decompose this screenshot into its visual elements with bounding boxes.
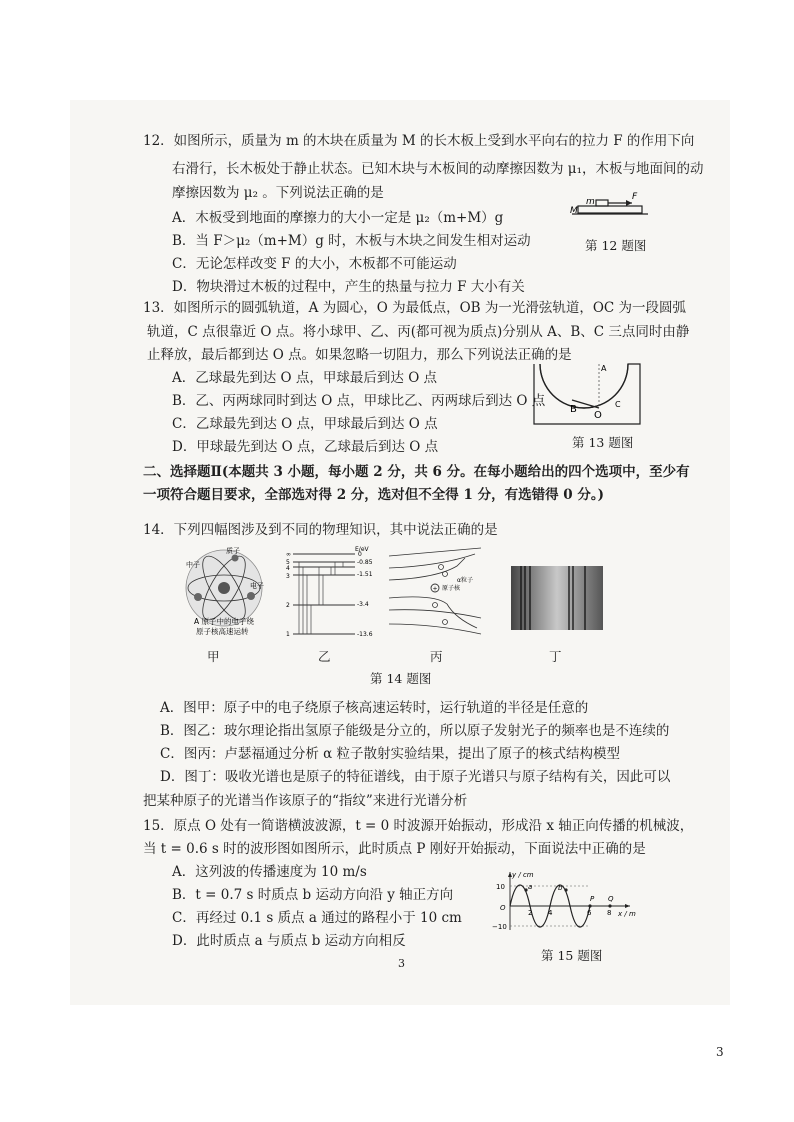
q14-label-ding: 丁 bbox=[549, 649, 562, 664]
q13-stem-line2: 轨道，C 点很靠近 O 点。将小球甲、乙、丙(都可视为质点)分别从 A、B、C 三点同时由静 bbox=[147, 324, 690, 340]
q15-option-d: D．此时质点 a 与质点 b 运动方向相反 bbox=[172, 933, 406, 949]
q15-wave-figure bbox=[490, 868, 640, 934]
q14-figure-jia-atom bbox=[178, 545, 270, 640]
q14-energy-085: -0.85 bbox=[357, 559, 373, 566]
q12-plank bbox=[578, 206, 642, 213]
q15-option-a: A．这列波的传播速度为 10 m/s bbox=[172, 864, 367, 880]
q13-label-A: A bbox=[601, 364, 607, 373]
q15-point-b bbox=[564, 888, 567, 891]
svg-text:+: + bbox=[432, 585, 438, 593]
q14-level-3: 3 bbox=[286, 573, 290, 580]
section2-title-line1: 二、选择题Ⅱ(本题共 3 小题，每小题 2 分，共 6 分。在每小题给出的四个选项中，至少有 bbox=[143, 464, 690, 480]
q15-x-tick-8: 8 bbox=[607, 909, 612, 917]
q14-energy-136: -13.6 bbox=[357, 631, 373, 638]
q13-caption: 第 13 题图 bbox=[572, 435, 634, 450]
q14-atom-caption-2: 原子核高速运转 bbox=[196, 627, 249, 636]
q14-label-electron: 电子 bbox=[250, 582, 264, 590]
q15-label-P: P bbox=[590, 895, 595, 903]
q12-option-d: D．物块滑过木板的过程中，产生的热量与拉力 F 大小有关 bbox=[172, 279, 525, 295]
q12-caption: 第 12 题图 bbox=[585, 238, 647, 253]
q14-caption: 第 14 题图 bbox=[370, 671, 432, 686]
q14-figure-bing-scattering bbox=[385, 548, 485, 638]
q15-label-Q: Q bbox=[608, 895, 614, 903]
q12-label-M: M bbox=[570, 206, 578, 216]
q14-atom-caption-1: A 原子中的电子绕 bbox=[194, 617, 255, 626]
q13-figure bbox=[532, 360, 642, 428]
q15-x-tick-6: 6 bbox=[587, 909, 592, 917]
q12-figure bbox=[570, 192, 650, 222]
q14-electron-1 bbox=[194, 593, 202, 601]
q14-option-d: D．图丁：吸收光谱也是原子的特征谱线，由于原子光谱只与原子结构有关，因此可以 bbox=[160, 769, 671, 785]
q14-electron-3 bbox=[232, 555, 239, 562]
q14-energy-0: 0 bbox=[358, 551, 362, 558]
q14-label-nucleus: 原子核 bbox=[442, 585, 461, 592]
q14-label-bing: 丙 bbox=[430, 649, 443, 664]
q13-label-O: O bbox=[594, 410, 602, 421]
q15-origin-label: O bbox=[500, 904, 506, 912]
q14-option-c: C．图丙：卢瑟福通过分析 α 粒子散射实验结果，提出了原子的核式结构模型 bbox=[160, 746, 621, 762]
q14-option-a: A．图甲：原子中的电子绕原子核高速运转时，运行轨道的半径是任意的 bbox=[160, 700, 589, 716]
q15-label-a: a bbox=[528, 883, 533, 891]
q13-stem-line1: 13．如图所示的圆弧轨道，A 为圆心，O 为最低点，OB 为一光滑弦轨道，OC 为一段圆弧 bbox=[143, 300, 687, 316]
inner-page-number: 3 bbox=[398, 957, 405, 970]
q13-track bbox=[534, 364, 640, 424]
q15-y-bottom-label: −10 bbox=[492, 923, 507, 931]
q14-option-b: B．图乙：玻尔理论指出氢原子能级是分立的，所以原子发射光子的频率也是不连续的 bbox=[160, 723, 670, 739]
q15-y-axis-label: y / cm bbox=[512, 871, 534, 879]
q15-stem-line2: 当 t = 0.6 s 时的波形图如图所示，此时质点 P 刚好开始振动，下面说法中正确的是 bbox=[143, 841, 646, 857]
q14-option-d-continued: 把某种原子的光谱当作该原子的“指纹”来进行光谱分析 bbox=[143, 793, 468, 809]
q14-electron-2 bbox=[247, 592, 255, 600]
q14-label-yi: 乙 bbox=[318, 649, 331, 664]
q14-label-neutron: 中子 bbox=[186, 561, 200, 569]
q12-stem-line3: 摩擦因数为 μ₂ 。下列说法正确的是 bbox=[172, 185, 384, 201]
q13-option-b: B．乙、丙两球同时到达 O 点，甲球比乙、丙两球后到达 O 点 bbox=[172, 393, 546, 409]
q15-point-P bbox=[588, 904, 591, 907]
q14-label-E: E/eV bbox=[355, 546, 369, 553]
q14-label-proton: 质子 bbox=[226, 547, 240, 555]
q15-y-top-label: 10 bbox=[496, 883, 505, 891]
q15-option-c: C．再经过 0.1 s 质点 a 通过的路程小于 10 cm bbox=[172, 910, 462, 926]
q15-x-axis-label: x / m bbox=[618, 910, 636, 918]
q14-level-inf: ∞ bbox=[286, 551, 291, 558]
q14-label-jia: 甲 bbox=[207, 649, 220, 664]
q14-level-4: 4 bbox=[286, 565, 290, 572]
q14-figure-yi-levels bbox=[285, 545, 375, 640]
q14-level-1: 1 bbox=[286, 631, 290, 638]
q12-label-m: m bbox=[586, 197, 595, 207]
q15-stem-line1: 15．原点 O 处有一简谐横波波源，t = 0 时波源开始振动，形成沿 x 轴正向传播的机械波， bbox=[143, 818, 694, 834]
q13-label-B: B bbox=[570, 404, 577, 415]
q12-option-a: A．木板受到地面的摩擦力的大小一定是 μ₂（m+M）g bbox=[172, 210, 504, 226]
q15-option-b: B．t = 0.7 s 时质点 b 运动方向沿 y 轴正方向 bbox=[172, 887, 454, 903]
outer-page-number: 3 bbox=[716, 1045, 724, 1059]
q14-stem: 14．下列四幅图涉及到不同的物理知识，其中说法正确的是 bbox=[143, 522, 498, 538]
q13-stem-line3: 止释放，最后都到达 O 点。如果忽略一切阻力，那么下列说法正确的是 bbox=[147, 347, 572, 363]
q15-x-tick-2: 2 bbox=[528, 909, 533, 917]
q14-energy-34: -3.4 bbox=[357, 601, 369, 608]
section2-title-line2: 一项符合题目要求，全部选对得 2 分，选对但不全得 1 分，有选错得 0 分。) bbox=[143, 487, 605, 503]
q13-option-a: A．乙球最先到达 O 点，甲球最后到达 O 点 bbox=[172, 370, 438, 386]
q14-nucleus bbox=[218, 582, 230, 594]
q12-label-F: F bbox=[632, 192, 638, 202]
q12-stem-line1: 12．如图所示，质量为 m 的木块在质量为 M 的长木板上受到水平向右的拉力 F 的作用下向 bbox=[143, 133, 695, 149]
q14-level-2: 2 bbox=[286, 602, 290, 609]
q12-block bbox=[596, 200, 608, 206]
q13-option-d: D．甲球最先到达 O 点，乙球最后到达 O 点 bbox=[172, 439, 439, 455]
q12-stem-line2: 右滑行，长木板处于静止状态。已知木块与木板间的动摩擦因数为 μ₁，木板与地面间的动 bbox=[172, 161, 704, 177]
q14-figure-ding-spectrum bbox=[511, 566, 603, 630]
q15-label-b: b bbox=[558, 884, 563, 892]
q13-option-c: C．乙球最先到达 O 点，甲球最后到达 O 点 bbox=[172, 416, 438, 432]
q15-x-tick-4: 4 bbox=[548, 909, 553, 917]
q12-option-b: B．当 F＞μ₂（m+M）g 时，木板与木块之间发生相对运动 bbox=[172, 233, 531, 249]
q15-caption: 第 15 题图 bbox=[541, 948, 603, 963]
q12-option-c: C．无论怎样改变 F 的大小，木板都不可能运动 bbox=[172, 256, 457, 272]
q13-label-C: C bbox=[615, 400, 621, 409]
q14-level-5: 5 bbox=[286, 559, 290, 566]
q14-label-alpha: α粒子 bbox=[457, 577, 473, 584]
q14-energy-151: -1.51 bbox=[357, 571, 373, 578]
q15-point-Q bbox=[608, 904, 611, 907]
